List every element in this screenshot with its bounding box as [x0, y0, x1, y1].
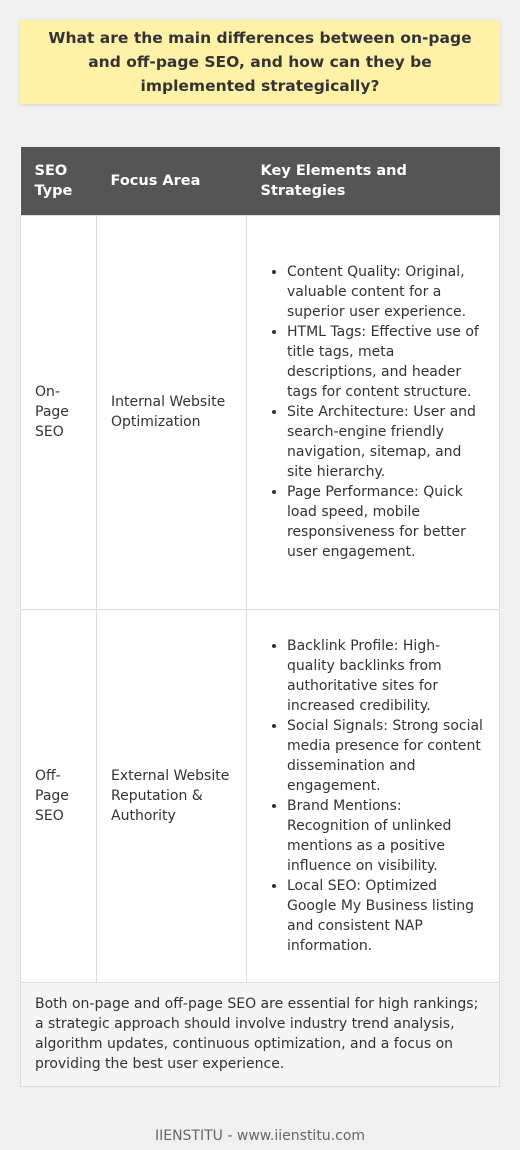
list-item: • Site Architecture: User and search-engine friendly navigation, sitemap, and site hierarchy.: [287, 402, 485, 482]
strategies-list: [261, 636, 485, 956]
list-item: • Backlink Profile: High-quality backlinks from authoritative sites for increased credibility.: [287, 636, 485, 716]
strategies-cell: [247, 609, 500, 982]
strategies-cell: [247, 215, 500, 609]
question-text: What are the main differences between on-page and off-page SEO, and how can they be implemented strategically?: [48, 29, 472, 95]
footer-credit: IIENSTITU - www.iienstitu.com: [154, 1128, 366, 1144]
list-item: • Brand Mentions: Recognition of unlinked mentions as a positive influence on visibility.: [287, 796, 485, 876]
focus-area-cell: External Website Reputation & Authority: [97, 609, 247, 982]
seo-comparison-table: [20, 147, 500, 983]
summary-box: [20, 982, 500, 1087]
list-item: • Page Performance: Quick load speed, mobile responsiveness for better user engagement.: [287, 482, 485, 562]
strategies-list: [261, 262, 485, 562]
seo-type-cell: On-Page SEO: [21, 215, 97, 609]
list-item: • Local SEO: Optimized Google My Business listing and consistent NAP information.: [287, 876, 485, 956]
seo-type-cell: Off-Page SEO: [21, 609, 97, 982]
header-key-elements: Key Elements and Strategies: [247, 147, 500, 215]
table-row: [21, 215, 500, 609]
table-header-row: [21, 147, 500, 215]
focus-area-cell: Internal Website Optimization: [97, 215, 247, 609]
header-focus-area: Focus Area: [97, 147, 247, 215]
summary-text: Both on-page and off-page SEO are essential for high rankings; a strategic approach should involve industry trend analysis, algorithm updates, continuous optimization, and a focus on providing the best user experience.: [35, 996, 479, 1072]
list-item: • Social Signals: Strong social media presence for content dissemination and engagement.: [287, 716, 485, 796]
question-box: [20, 20, 500, 104]
list-item: • Content Quality: Original, valuable content for a superior user experience.: [287, 262, 485, 322]
header-seo-type: SEO Type: [21, 147, 97, 215]
table-row: [21, 609, 500, 982]
list-item: • HTML Tags: Effective use of title tags, meta descriptions, and header tags for content structure.: [287, 322, 485, 402]
